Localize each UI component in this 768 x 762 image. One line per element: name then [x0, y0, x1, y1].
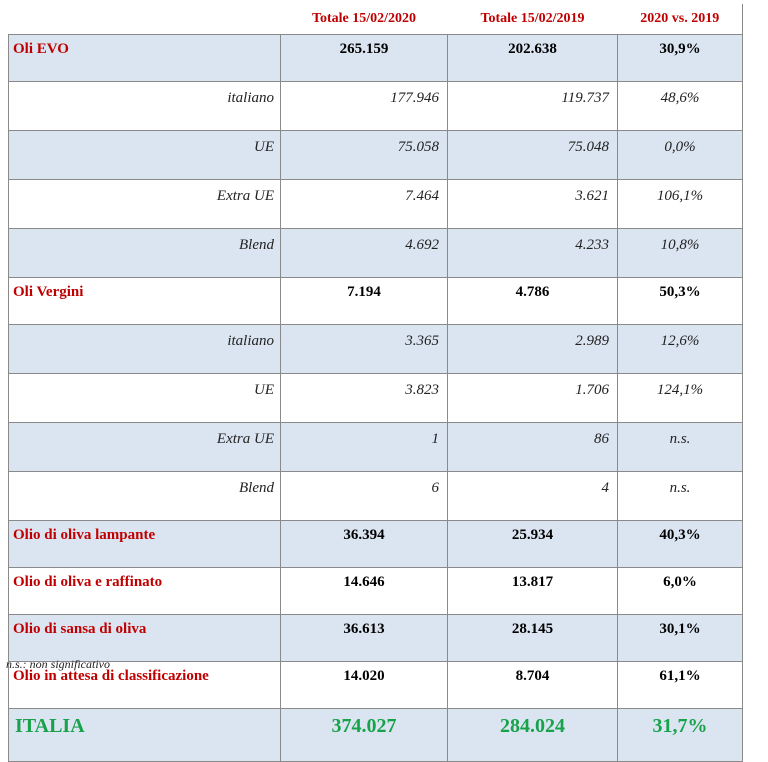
row-label: italiano: [9, 325, 281, 374]
row-label: Blend: [9, 229, 281, 278]
change-pct: n.s.: [618, 423, 743, 472]
value-2020: 3.823: [281, 374, 448, 423]
table-row-evo-blend: [9, 229, 743, 278]
change-pct: 10,8%: [618, 229, 743, 278]
table-row-italia-total: [9, 709, 743, 762]
total-change: 31,7%: [618, 709, 743, 762]
header-row: [9, 4, 743, 35]
value-2019: 4.786: [448, 278, 618, 325]
row-label: Extra UE: [9, 180, 281, 229]
table-row-vergini-blend: [9, 472, 743, 521]
value-2019: 119.737: [448, 82, 618, 131]
value-2020: 14.020: [281, 662, 448, 709]
row-label: Oli EVO: [9, 35, 281, 82]
value-2019: 75.048: [448, 131, 618, 180]
table-row-evo-italiano: [9, 82, 743, 131]
row-label: UE: [9, 131, 281, 180]
change-pct: n.s.: [618, 472, 743, 521]
change-pct: 30,1%: [618, 615, 743, 662]
row-label: Olio in attesa di classificazione: [9, 662, 281, 709]
row-label: UE: [9, 374, 281, 423]
row-label: Olio di oliva lampante: [9, 521, 281, 568]
value-2020: 14.646: [281, 568, 448, 615]
change-pct: 40,3%: [618, 521, 743, 568]
table-row-oli-evo: [9, 35, 743, 82]
change-pct: 61,1%: [618, 662, 743, 709]
value-2020: 7.464: [281, 180, 448, 229]
value-2019: 2.989: [448, 325, 618, 374]
value-2020: 265.159: [281, 35, 448, 82]
row-label: Olio di oliva e raffinato: [9, 568, 281, 615]
table-row-vergini-extra-ue: [9, 423, 743, 472]
table-row-lampante: [9, 521, 743, 568]
value-2019: 202.638: [448, 35, 618, 82]
value-2019: 4: [448, 472, 618, 521]
header-total-2019: Totale 15/02/2019: [480, 11, 585, 26]
row-label: Oli Vergini: [9, 278, 281, 325]
table-row-oli-vergini: [9, 278, 743, 325]
table-row-vergini-italiano: [9, 325, 743, 374]
value-2020: 75.058: [281, 131, 448, 180]
row-label: italiano: [9, 82, 281, 131]
value-2019: 13.817: [448, 568, 618, 615]
value-2019: 28.145: [448, 615, 618, 662]
value-2020: 7.194: [281, 278, 448, 325]
table-row-evo-ue: [9, 131, 743, 180]
value-2020: 36.394: [281, 521, 448, 568]
change-pct: 124,1%: [618, 374, 743, 423]
table-row-attesa-classificazione: [9, 662, 743, 709]
table-row-evo-extra-ue: [9, 180, 743, 229]
value-2020: 177.946: [281, 82, 448, 131]
row-label: Olio di sansa di oliva: [9, 615, 281, 662]
total-label: ITALIA: [9, 709, 281, 762]
table-row-raffinato: [9, 568, 743, 615]
total-2019: 284.024: [448, 709, 618, 762]
change-pct: 6,0%: [618, 568, 743, 615]
value-2020: 3.365: [281, 325, 448, 374]
value-2019: 86: [448, 423, 618, 472]
table-row-vergini-ue: [9, 374, 743, 423]
value-2020: 1: [281, 423, 448, 472]
table-row-sansa: [9, 615, 743, 662]
value-2020: 36.613: [281, 615, 448, 662]
olive-oil-stock-table: [8, 4, 743, 762]
row-label: Blend: [9, 472, 281, 521]
change-pct: 106,1%: [618, 180, 743, 229]
change-pct: 0,0%: [618, 131, 743, 180]
value-2019: 3.621: [448, 180, 618, 229]
value-2020: 6: [281, 472, 448, 521]
value-2019: 1.706: [448, 374, 618, 423]
header-total-2020: Totale 15/02/2020: [311, 11, 417, 26]
header-empty-cell: [9, 4, 281, 35]
row-label: Extra UE: [9, 423, 281, 472]
value-2019: 8.704: [448, 662, 618, 709]
change-pct: 12,6%: [618, 325, 743, 374]
total-2020: 374.027: [281, 709, 448, 762]
change-pct: 50,3%: [618, 278, 743, 325]
change-pct: 48,6%: [618, 82, 743, 131]
value-2019: 4.233: [448, 229, 618, 278]
footnote: n.s.: non significativo: [6, 657, 110, 671]
header-change: 2020 vs. 2019: [618, 4, 743, 35]
value-2019: 25.934: [448, 521, 618, 568]
change-pct: 30,9%: [618, 35, 743, 82]
value-2020: 4.692: [281, 229, 448, 278]
